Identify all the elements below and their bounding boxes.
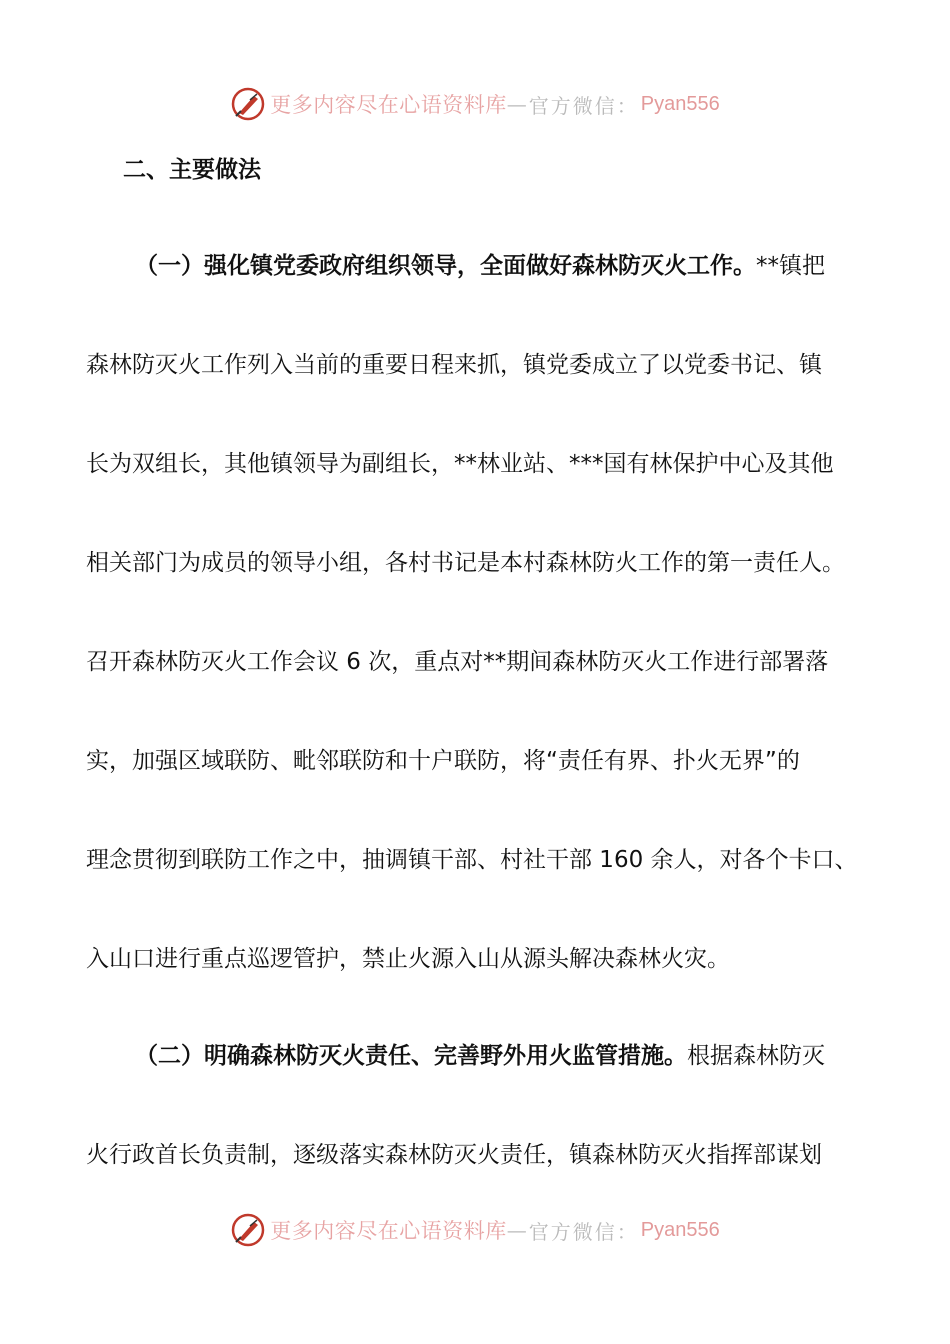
watermark-text: 更多内容尽在心语资料库: [270, 1219, 507, 1243]
watermark-text: 更多内容尽在心语资料库: [270, 93, 507, 117]
paragraph1-first-line: [135, 250, 865, 284]
watermark-dash: —: [506, 1218, 529, 1242]
paragraph1-first-line-rest: **镇把: [756, 253, 825, 279]
watermark-header: [0, 84, 950, 124]
watermark-footer: [0, 1210, 950, 1250]
paragraph1-line: 森林防灭火工作列入当前的重要日程来抓，镇党委成立了以党委书记、镇: [86, 352, 822, 378]
paragraph1-line: 召开森林防灭火工作会议 6 次，重点对**期间森林防灭火工作进行部署落: [86, 649, 829, 675]
quill-logo-icon: [230, 1212, 266, 1248]
paragraph1-line: 入山口进行重点巡逻管护，禁止火源入山从源头解决森林火灾。: [86, 946, 730, 972]
paragraph1-line: 理念贯彻到联防工作之中，抽调镇干部、村社干部 160 余人，对各个卡口、: [86, 847, 858, 873]
watermark-wechat-id: Pyan556: [640, 1218, 720, 1241]
watermark-wechat-id: Pyan556: [640, 92, 720, 115]
section-heading: 二、主要做法: [123, 157, 261, 183]
paragraph2-line: 火行政首长负责制，逐级落实森林防灭火责任，镇森林防灭火指挥部谋划: [86, 1142, 822, 1168]
watermark-dash: —: [506, 92, 529, 116]
paragraph1-line: 相关部门为成员的领导小组，各村书记是本村森林防火工作的第一责任人。: [86, 550, 845, 576]
paragraph2-first-line: [135, 1040, 865, 1074]
paragraph1-bold-lead: （一）强化镇党委政府组织领导，全面做好森林防灭火工作。: [135, 253, 756, 279]
watermark-wechat-label: 官方微信：: [528, 93, 639, 118]
paragraph1-line: 实，加强区域联防、毗邻联防和十户联防，将“责任有界、扑火无界”的: [86, 748, 800, 774]
paragraph2-first-line-rest: 根据森林防灭: [687, 1043, 825, 1069]
paragraph1-line: 长为双组长，其他镇领导为副组长，**林业站、***国有林保护中心及其他: [86, 451, 834, 477]
watermark-wechat-label: 官方微信：: [528, 1219, 639, 1244]
quill-logo-icon: [230, 86, 266, 122]
paragraph2-bold-lead: （二）明确森林防灭火责任、完善野外用火监管措施。: [135, 1043, 687, 1069]
